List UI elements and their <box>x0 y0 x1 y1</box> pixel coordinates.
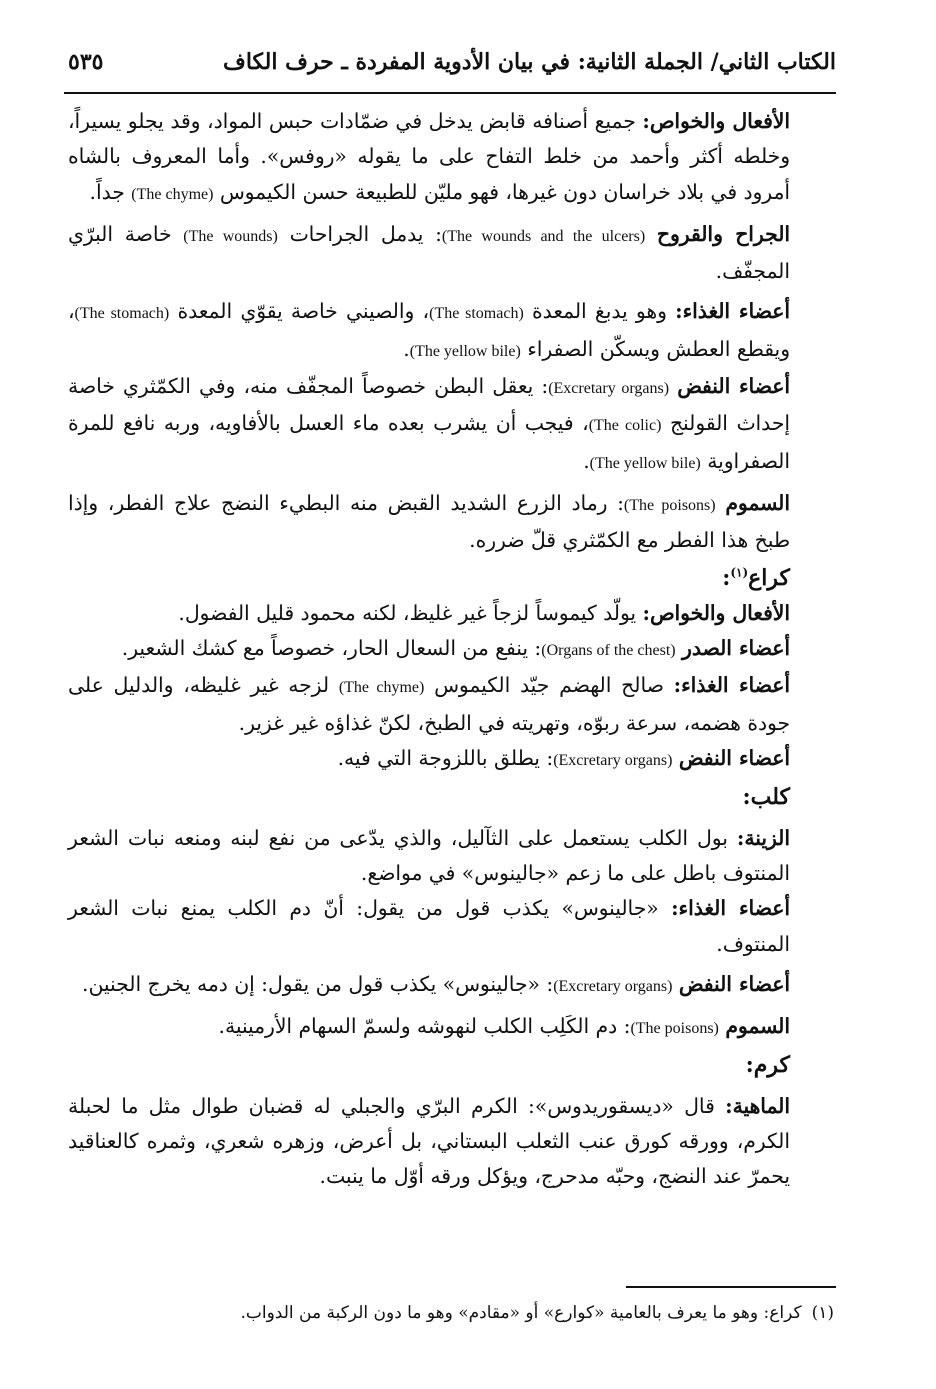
paragraph-text: : ينفع من السعال الحار، خصوصاً مع كشك الشعير. <box>121 636 542 661</box>
english-gloss: (The yellow bile) <box>409 342 521 360</box>
entry-heading-karm: كرم: <box>745 1052 790 1079</box>
paragraph-actions-properties <box>68 104 834 212</box>
running-head: الكتاب الثاني/ الجملة الثانية: في بيان الأدوية المفردة ـ حرف الكاف <box>223 49 836 75</box>
term-label: الأفعال والخواص: <box>642 109 791 133</box>
footnote-rule <box>626 1286 836 1288</box>
english-gloss: (Excretary organs) <box>553 977 673 995</box>
footnote-text: كراع: وهو ما يعرف بالعامية «كوارع» أو «مقادم» وهو ما دون الركبة من الدواب. <box>240 1303 802 1323</box>
paragraph-text: صالح الهضم جيّد الكيموس <box>424 673 674 698</box>
term-label: الزينة: <box>736 825 790 850</box>
term-label: الجراح والقروح <box>656 221 791 246</box>
term-label: الماهية: <box>725 1093 790 1118</box>
english-gloss: (The poisons) <box>623 496 716 514</box>
paragraph-text: . <box>403 336 410 361</box>
term-label: السموم <box>725 490 790 515</box>
english-gloss: (The wounds and the ulcers) <box>441 227 646 245</box>
paragraph-poisons <box>68 486 834 559</box>
paragraph-excretory-organs <box>68 967 834 1004</box>
term-label: أعضاء الغذاء: <box>673 673 790 698</box>
term-label: أعضاء النفض <box>678 746 790 771</box>
english-gloss: (The stomach) <box>429 305 524 323</box>
paragraph-chest-organs <box>68 631 834 668</box>
paragraph-essence <box>68 1089 834 1195</box>
term-label: أعضاء الصدر <box>682 636 790 661</box>
paragraph-text: وهو يدبغ المعدة <box>523 299 676 324</box>
footnote-reference[interactable]: (١) <box>730 565 749 580</box>
paragraph-text: ، والصيني خاصة يقوّي المعدة <box>169 299 430 324</box>
paragraph-poisons <box>68 1009 834 1046</box>
paragraph-text: يولّد كيموساً لزجاً غير غليظ، لكنه محمود قليل الفضول. <box>178 600 643 625</box>
english-gloss: (The chyme) <box>131 185 214 203</box>
paragraph-excretory-organs <box>68 741 834 778</box>
paragraph-text: لزجه غير غليظه، والدليل على جودة هضمه، سرعة ربوّه، وتهريته في الطبخ، لكنّ غذاؤه غير غزير. <box>68 673 790 735</box>
paragraph-text: . <box>583 448 590 473</box>
paragraph-text: : يطلق باللزوجة التي فيه. <box>337 746 554 771</box>
paragraph-nutrition-organs <box>68 294 834 369</box>
paragraph-text: : يدمل الجراحات <box>277 221 442 246</box>
footnote <box>68 1298 834 1328</box>
main-text <box>68 104 834 1195</box>
english-gloss: (The wounds) <box>183 227 278 245</box>
entry-heading-karaa <box>68 561 834 596</box>
paragraph-text: قال «ديسقوريدوس»: الكرم البرّي والجبلي له قضبان طوال مثل ما لحبلة الكرم، وورقه كورق عنب الثعلب البستاني، بل أعرض، وزهره شعري، وثمره كالعناقيد يحمرّ عند النضج، وحبّه مدحرج، ويؤكل ورقه أوّل ما ينبت. <box>68 1093 790 1189</box>
paragraph-adornment <box>68 821 834 892</box>
paragraph-text: جداً. <box>89 179 132 204</box>
footnote-mark: (١) <box>811 1303 834 1323</box>
paragraph-text: : يعقل البطن خصوصاً المجفّف منه، وفي الكمّثري خاصة إحداث القولنج <box>68 374 791 436</box>
paragraph-text: : «جالينوس» يكذب قول من يقول: إن دمه يخرج الجنين. <box>82 971 554 996</box>
english-gloss: (The stomach) <box>74 305 170 323</box>
paragraph-text: : دم الكَلِب الكلب لنهوشه ولسمّ السهام الأرمينية. <box>218 1014 631 1039</box>
term-label: السموم <box>725 1014 790 1039</box>
paragraph-text: : رماد الزرع الشديد القبض منه البطيء النضج علاج الفطر، وإذا طبخ هذا الفطر مع الكمّثري قلّ ضرره. <box>68 490 790 553</box>
entry-colon: : <box>722 564 731 591</box>
term-label: أعضاء النفض <box>677 374 791 399</box>
entry-heading-kalb: كلب: <box>742 784 790 811</box>
paragraph-excretory-organs <box>68 369 834 481</box>
paragraph-nutrition-organs <box>68 668 834 741</box>
paragraph-text: خاصة البرّي المجفّف. <box>68 221 790 284</box>
english-gloss: (The colic) <box>588 417 662 435</box>
paragraph-text: جميع أصنافه قابض يدخل في ضمّادات حبس المواد، وقد يجلو يسيراً، وخلطه أكثر وأحمد من خلط التفاح على ما يقوله «روفس». وأما المعروف بالشاه أمرود في بلاد خراسان دون غيرها، فهو مليّن للطبيعة حسن الكيموس <box>68 109 790 204</box>
english-gloss: (The chyme) <box>338 679 425 697</box>
paragraph-nutrition-organs <box>68 891 834 962</box>
paragraph-wounds-ulcers <box>68 217 834 290</box>
english-gloss: (The poisons) <box>630 1020 719 1038</box>
header-rule <box>64 92 836 94</box>
english-gloss: (The yellow bile) <box>589 454 701 472</box>
entry-word: كراع <box>748 564 790 591</box>
page-header <box>68 40 836 84</box>
paragraph-actions-properties <box>68 596 834 631</box>
paragraph-text: ، ويقطع العطش ويسكّن الصفراء <box>68 299 790 361</box>
term-label: الأفعال والخواص: <box>642 600 790 625</box>
term-label: أعضاء الغذاء: <box>671 896 790 921</box>
english-gloss: (Organs of the chest) <box>541 642 676 660</box>
english-gloss: (Excretary organs) <box>553 752 673 770</box>
paragraph-text: بول الكلب يستعمل على الثآليل، والذي يدّعى من نفع لبنه ومنعه نبات الشعر المنتوف باطل على ما زعم «جالينوس» في مواضع. <box>68 825 790 885</box>
english-gloss: (Excretary organs) <box>548 380 670 398</box>
page-number: ٥٣٥ <box>68 49 104 75</box>
paragraph-text: ، فيجب أن يشرب بعده ماء العسل بالأفاويه، وربه نافع للمرة الصفراوية <box>68 411 790 473</box>
term-label: أعضاء الغذاء: <box>675 299 790 324</box>
paragraph-text: «جالينوس» يكذب قول من يقول: أنّ دم الكلب يمنع نبات الشعر المنتوف. <box>68 896 790 956</box>
term-label: أعضاء النفض <box>678 971 790 996</box>
